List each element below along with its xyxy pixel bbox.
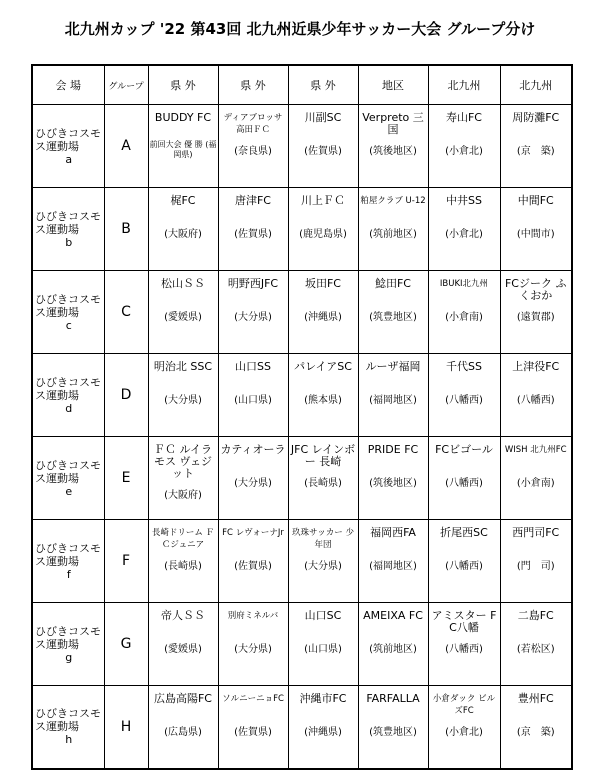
group-letter: D [104,354,148,437]
team-name: パレイアSC [294,360,352,373]
group-letter: H [104,686,148,769]
team-cell [428,105,500,188]
team-name: ソルニーニョFC [222,694,284,704]
team-area: (大分県) [234,312,272,323]
venue-name: ひびきコスモス運動場 [35,209,101,236]
venue-name: ひびきコスモス運動場 [35,375,101,402]
venue-pitch: e [65,484,73,498]
group-row [32,188,572,271]
team-cell [500,271,572,354]
team-cell [500,105,572,188]
team-cell [218,603,288,686]
team-cell [358,105,428,188]
team-area: (長崎県) [164,561,202,572]
team-area: (愛媛県) [164,644,202,655]
team-cell [428,354,500,437]
team-name: FC レヴォーナJr [222,528,284,538]
team-cell [218,686,288,769]
team-area: (大分県) [234,644,272,655]
team-name: FCジーク ふくおか [504,277,567,302]
team-name: 別府ミネルバ [227,611,279,621]
team-area: (熊本県) [304,395,342,406]
header-district: 地区 [358,65,428,105]
team-area: (長崎県) [304,478,342,489]
team-cell [218,188,288,271]
team-name: カティオーラ [220,443,286,456]
team-area: (小倉北) [445,727,483,738]
team-area: (佐賀県) [304,146,342,157]
team-name: 周防灘FC [512,111,560,124]
venue-cell [32,437,104,520]
team-area: (筑豊地区) [369,312,417,323]
team-area: (筑後地区) [369,146,417,157]
team-cell [218,437,288,520]
team-cell [500,686,572,769]
team-cell [218,354,288,437]
header-out-of-prefecture: 県 外 [218,65,288,105]
team-area: (八幡西) [445,561,483,572]
team-cell [148,188,218,271]
venue-name: ひびきコスモス運動場 [35,458,101,485]
team-area: (筑豊地区) [369,727,417,738]
team-name: 梶FC [170,194,196,207]
team-area: (八幡西) [445,395,483,406]
header-out-of-prefecture: 県 外 [148,65,218,105]
venue-name: ひびきコスモス運動場 [35,541,101,568]
group-row [32,686,572,769]
team-area: (沖縄県) [304,312,342,323]
team-name: 山口SS [235,360,271,373]
team-area: (小倉北) [445,229,483,240]
team-cell [500,520,572,603]
team-name: IBUKI北九州 [439,279,489,289]
group-row [32,520,572,603]
team-name: 明治北 SSC [153,360,213,373]
team-name: BUDDY FC [154,111,212,124]
team-cell [148,686,218,769]
team-name: 上津役FC [512,360,560,373]
team-cell [148,105,218,188]
team-name: アミスター FC八幡 [431,609,497,634]
team-cell [288,520,358,603]
venue-name: ひびきコスモス運動場 [35,624,101,651]
team-name: 中井SS [446,194,482,207]
team-name: AMEIXA FC [363,609,423,622]
team-name: 松山ＳＳ [161,277,205,290]
team-name: 坂田FC [304,277,341,290]
team-area: (遠賀郡) [516,312,555,323]
team-area: (大阪府) [164,490,202,501]
team-cell [428,603,500,686]
team-name: 豊州FC [517,692,554,705]
group-table [31,64,573,770]
page-title: 北九州カップ '22 第43回 北九州近県少年サッカー大会 グループ分け [64,20,536,38]
team-name: 川副SC [304,111,342,124]
team-name: FARFALLA [366,692,420,705]
team-area: (小倉南) [445,312,483,323]
team-name: ルーザ福岡 [365,360,421,373]
team-cell [148,437,218,520]
header-venue: 会 場 [32,65,104,105]
team-area: (小倉北) [445,146,483,157]
team-name: ＦＣ ルイラモス ヴェジット [153,443,213,480]
header-out-of-prefecture: 県 外 [288,65,358,105]
team-name: 川上ＦＣ [301,194,345,207]
team-area: (福岡地区) [369,395,417,406]
team-cell [148,603,218,686]
team-name: WISH 北九州FC [504,445,567,455]
team-cell [358,354,428,437]
team-name: 山口SC [304,609,342,622]
team-cell [288,188,358,271]
team-area: (佐賀県) [234,727,272,738]
venue-cell [32,105,104,188]
team-name: 明野西JFC [227,277,279,290]
team-area: (八幡西) [516,395,555,406]
venue-cell [32,354,104,437]
team-name: 中間FC [517,194,554,207]
group-letter: B [104,188,148,271]
team-cell [428,520,500,603]
venue-cell [32,603,104,686]
team-name: 長崎ドリーム ＦＣジュニア [151,528,215,550]
team-area: (大阪府) [164,229,202,240]
team-name: 千代SS [446,360,482,373]
team-cell [218,520,288,603]
team-name: ディアブロッサ高田ＦＣ [223,113,283,135]
team-cell [288,354,358,437]
team-area: (八幡西) [445,478,483,489]
team-cell [358,686,428,769]
team-area: (門 司) [516,561,555,572]
team-area: (筑前地区) [369,644,417,655]
team-name: 帝人ＳＳ [161,609,205,622]
team-cell [288,271,358,354]
team-area: (山口県) [304,644,342,655]
team-cell [358,271,428,354]
header-group: グループ [104,65,148,105]
venue-cell [32,686,104,769]
team-area: (大分県) [234,478,272,489]
team-name: 寿山FC [445,111,482,124]
team-name: 玖珠サッカー 少年団 [291,528,355,550]
venue-pitch: c [65,318,72,332]
team-cell [428,271,500,354]
team-area: (福岡地区) [369,561,417,572]
team-name: FCビゴール [435,443,493,456]
team-name: Verpreto 三国 [362,111,424,136]
venue-pitch: g [65,650,73,664]
team-name: PRIDE FC [367,443,419,456]
team-name: 西門司FC [512,526,560,539]
team-cell [500,603,572,686]
team-area: (愛媛県) [164,312,202,323]
team-area: (若松区) [516,644,555,655]
group-row [32,603,572,686]
team-cell [288,437,358,520]
team-cell [500,354,572,437]
team-cell [500,188,572,271]
group-row [32,271,572,354]
team-area: (京 築) [516,146,555,157]
venue-pitch: h [65,733,73,747]
venue-pitch: b [65,235,73,249]
team-area: (大分県) [164,395,202,406]
group-row [32,105,572,188]
venue-cell [32,188,104,271]
team-cell [288,686,358,769]
team-name: 福岡西FA [370,526,416,539]
team-name: 沖縄市FC [299,692,347,705]
team-area: (鹿児島県) [299,229,347,240]
team-name: JFC レインボー 長崎 [290,443,356,468]
team-cell [288,105,358,188]
team-cell [148,354,218,437]
venue-name: ひびきコスモス運動場 [35,126,101,153]
team-area: (八幡西) [445,644,483,655]
team-area: (小倉南) [516,478,555,489]
team-cell [358,603,428,686]
team-cell [218,105,288,188]
team-name: 鯰田FC [374,277,411,290]
venue-pitch: a [65,152,73,166]
team-area: (中間市) [516,229,555,240]
team-area: (佐賀県) [234,561,272,572]
team-area: (奈良県) [234,146,272,157]
team-cell [358,437,428,520]
venue-name: ひびきコスモス運動場 [35,707,101,734]
header-kitakyushu: 北九州 [500,65,572,105]
team-cell [148,520,218,603]
team-area: (大分県) [304,561,342,572]
group-letter: E [104,437,148,520]
group-letter: G [104,603,148,686]
team-area: (山口県) [234,395,272,406]
group-letter: C [104,271,148,354]
team-name: 粕屋クラブ U-12 [360,196,426,206]
team-cell [358,188,428,271]
team-cell [428,437,500,520]
team-cell [428,686,500,769]
venue-pitch: f [66,567,71,581]
header-kitakyushu: 北九州 [428,65,500,105]
group-row [32,437,572,520]
team-cell [428,188,500,271]
team-cell [358,520,428,603]
team-name: 広島高陽FC [153,692,212,705]
team-area: (佐賀県) [234,229,272,240]
venue-cell [32,520,104,603]
header-row [32,65,572,105]
team-name: 唐津FC [234,194,271,207]
team-cell [500,437,572,520]
team-area: (筑前地区) [369,229,417,240]
group-letter: F [104,520,148,603]
team-area: (広島県) [164,727,202,738]
venue-pitch: d [65,401,73,415]
team-cell [148,271,218,354]
team-name: 小倉ダック ビルズFC [432,694,496,716]
venue-cell [32,271,104,354]
team-area: (沖縄県) [304,727,342,738]
venue-name: ひびきコスモス運動場 [35,292,101,319]
team-name: 二島FC [517,609,554,622]
team-area: (筑後地区) [369,478,417,489]
team-cell [288,603,358,686]
team-name: 折尾西SC [440,526,488,539]
team-area: (京 築) [516,727,555,738]
group-row [32,354,572,437]
team-area: 前回大会 優 勝 (福岡県) [149,140,217,159]
group-letter: A [104,105,148,188]
team-cell [218,271,288,354]
